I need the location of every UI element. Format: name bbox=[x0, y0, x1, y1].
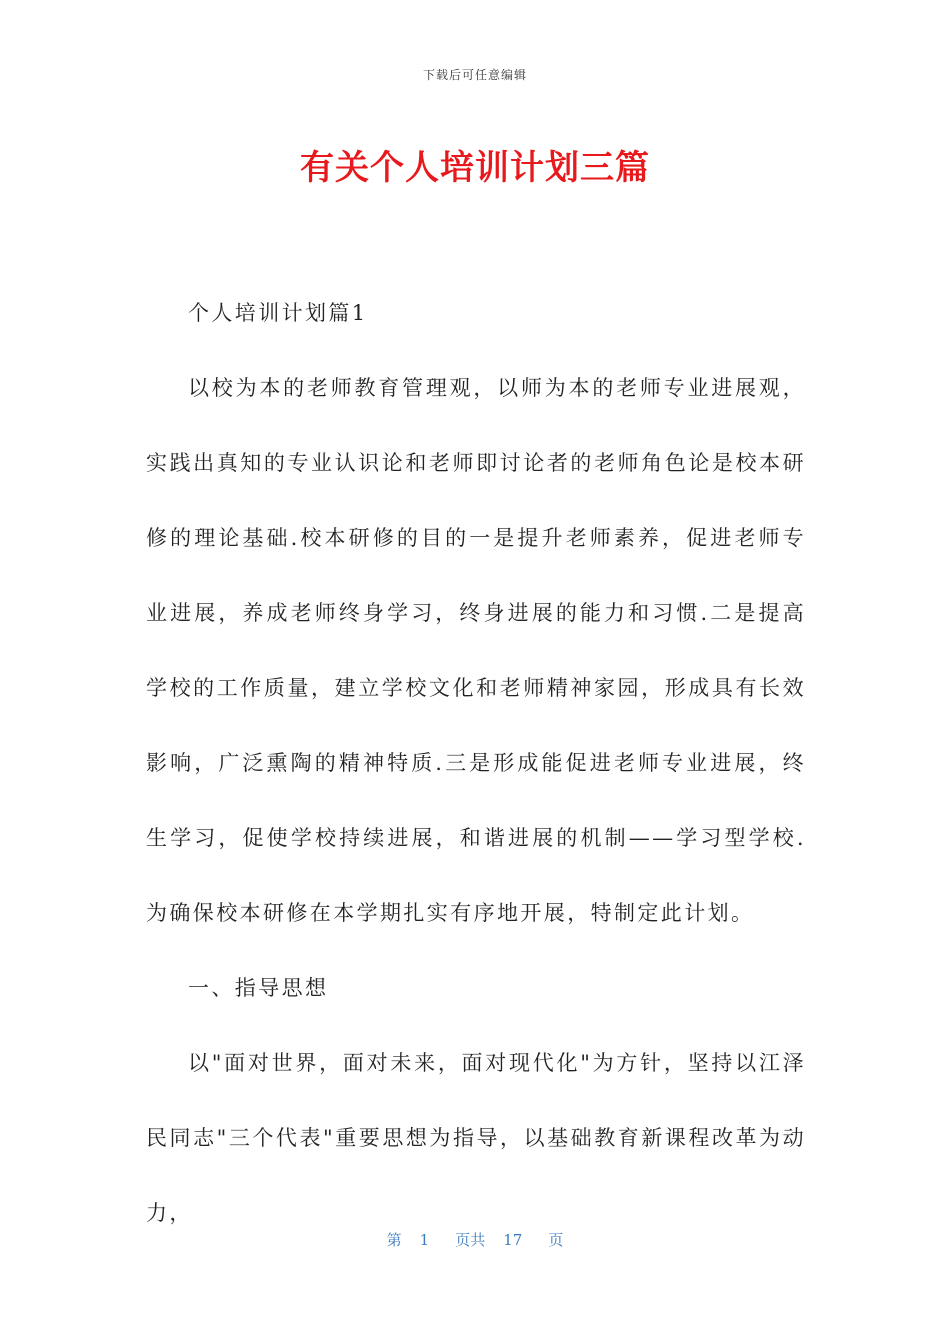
footer-page-prefix: 第 bbox=[386, 1231, 402, 1249]
footer-page-number: 1 bbox=[419, 1231, 430, 1249]
body-paragraph-intro: 以校为本的老师教育管理观，以师为本的老师专业进展观，实践出真知的专业认识论和老师即讨论者的老师角色论是校本研修的理论基础.校本研修的目的一是提升老师素养，促进老师专业进展，养成老师终身学习，终身进展的能力和习惯.二是提高学校的工作质量，建立学校文化和老师精神家园，形成具有长效影响，广泛熏陶的精神特质.三是形成能促进老师专业进展，终生学习，促使学校持续进展，和谐进展的机制——学习型学校.为确保校本研修在本学期扎实有序地开展，特制定此计划。 bbox=[146, 376, 806, 925]
footer-page-suffix: 页 bbox=[548, 1231, 564, 1249]
footer-total-pages: 17 bbox=[503, 1231, 523, 1249]
body-paragraph-guiding-ideology: 以"面对世界，面对未来，面对现代化"为方针，坚持以江泽民同志"三个代表"重要思想为指导，以基础教育新课程改革为动力， bbox=[146, 1051, 806, 1225]
section-heading-plan-1: 个人培训计划篇1 bbox=[188, 301, 368, 325]
footer-page-mid: 页共 bbox=[455, 1231, 486, 1249]
document-body bbox=[146, 276, 806, 1251]
page-footer bbox=[0, 1229, 950, 1250]
section-heading-guiding-ideology: 一、指导思想 bbox=[188, 976, 329, 1000]
header-note: 下载后可任意编辑 bbox=[422, 68, 527, 82]
document-title: 有关个人培训计划三篇 bbox=[300, 148, 650, 188]
